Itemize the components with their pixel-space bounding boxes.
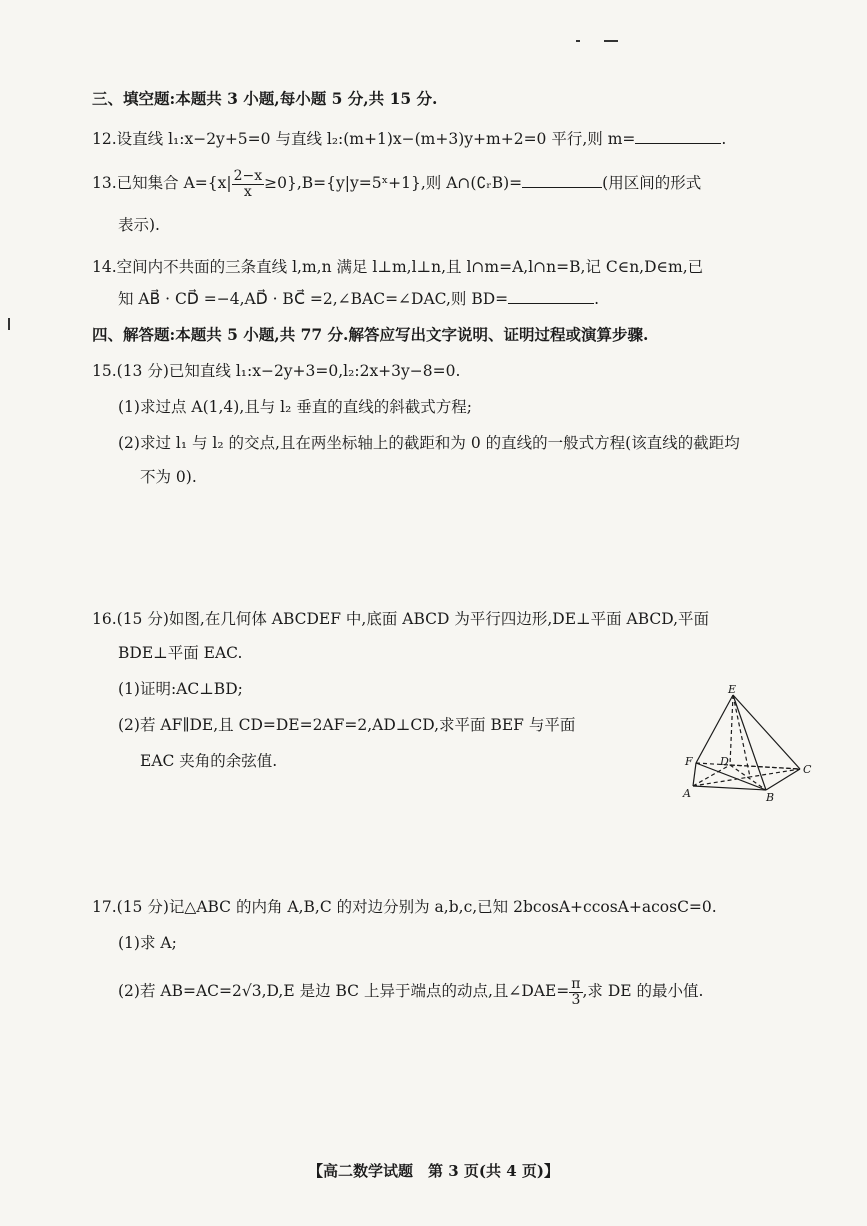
- label-f: F: [685, 755, 693, 768]
- geometry-figure-svg: [678, 685, 828, 805]
- question-17-part2: [118, 976, 827, 1008]
- q17-frac-den: 3: [571, 991, 581, 1008]
- q13-fraction: [232, 169, 265, 200]
- page-footer: 【高二数学试题 第 3 页(共 4 页)】: [308, 1162, 559, 1180]
- q13-line2: 表示).: [118, 216, 160, 234]
- edge-fa: [693, 763, 696, 786]
- scan-mark: [576, 40, 580, 42]
- edge-ac: [693, 769, 800, 786]
- label-e: E: [728, 685, 737, 696]
- q13-frac-den: x: [243, 183, 252, 200]
- question-14-line2: [118, 288, 827, 310]
- question-16-part2-line1: (2)若 AF∥DE,且 CD=DE=2AF=2,AD⊥CD,求平面 BEF 与平面: [118, 716, 576, 734]
- label-c: C: [803, 763, 812, 776]
- label-b: B: [766, 791, 775, 804]
- question-15-part2-line1: (2)求过 l₁ 与 l₂ 的交点,且在两坐标轴上的截距和为 0 的直线的一般式方程(该直线的截距均: [118, 434, 740, 452]
- question-12: [92, 128, 827, 150]
- question-15-part2-line2: 不为 0).: [140, 468, 197, 486]
- q17-frac-num: π: [571, 975, 581, 992]
- q17-part2-prefix: (2)若 AB=AC=2√3,D,E 是边 BC 上异于端点的动点,且∠DAE=: [118, 982, 570, 1000]
- edge-ef: [696, 695, 733, 763]
- q12-answer-blank: [635, 129, 721, 144]
- q17-fraction: [569, 977, 582, 1008]
- question-15-part1: (1)求过点 A(1,4),且与 l₂ 垂直的直线的斜截式方程;: [118, 398, 472, 416]
- question-13: [92, 168, 827, 200]
- question-16-stem-line2: BDE⊥平面 EAC.: [118, 644, 243, 662]
- edge-ed: [730, 695, 733, 765]
- q14-suffix: .: [594, 290, 600, 308]
- q13-answer-blank: [522, 173, 602, 188]
- label-d: D: [720, 755, 729, 768]
- section-3-header: 三、填空题:本题共 3 小题,每小题 5 分,共 15 分.: [92, 89, 438, 108]
- q13-prefix: 13.已知集合 A={x|: [92, 174, 232, 192]
- q14-answer-blank: [508, 289, 594, 304]
- edge-fc: [696, 763, 800, 769]
- edge-eb: [733, 695, 766, 790]
- scan-mark: [8, 318, 10, 330]
- geometry-figure: [678, 685, 828, 809]
- question-16-part2-line2: EAC 夹角的余弦值.: [140, 752, 278, 770]
- question-16-part1: (1)证明:AC⊥BD;: [118, 680, 243, 698]
- edge-ab: [693, 786, 766, 790]
- q14-line2-text: 知 AB⃗ · CD⃗ =−4,AD⃗ · BC⃗ =2,∠BAC=∠DAC,则 BD=: [118, 290, 509, 308]
- q13-frac-num: 2−x: [233, 167, 263, 184]
- q12-text: 12.设直线 l₁:x−2y+5=0 与直线 l₂:(m+1)x−(m+3)y+m+2=0 平行,则 m=: [92, 130, 636, 148]
- section-4-header: 四、解答题:本题共 5 小题,共 77 分.解答应写出文字说明、证明过程或演算步骤.: [92, 325, 649, 344]
- question-15-stem: 15.(13 分)已知直线 l₁:x−2y+3=0,l₂:2x+3y−8=0.: [92, 362, 461, 380]
- question-17-part1: (1)求 A;: [118, 934, 177, 952]
- q17-part2-suffix: ,求 DE 的最小值.: [582, 982, 704, 1000]
- q13-suffix: (用区间的形式: [602, 174, 702, 192]
- edge-db: [730, 765, 766, 790]
- question-14-line1: 14.空间内不共面的三条直线 l,m,n 满足 l⊥m,l⊥n,且 l∩m=A,l∩n=B,记 C∈n,D∈m,已: [92, 258, 704, 276]
- label-a: A: [683, 787, 691, 800]
- question-17-stem: 17.(15 分)记△ABC 的内角 A,B,C 的对边分别为 a,b,c,已知 2bcosA+ccosA+acosC=0.: [92, 898, 717, 916]
- edge-ad: [693, 765, 730, 786]
- edge-ec: [733, 695, 800, 769]
- q13-middle: ≥0},B={y|y=5ˣ+1},则 A∩(∁ᵣB)=: [264, 174, 523, 192]
- question-16-stem-line1: 16.(15 分)如图,在几何体 ABCDEF 中,底面 ABCD 为平行四边形,DE⊥平面 ABCD,平面: [92, 610, 710, 628]
- scan-mark: [604, 40, 618, 42]
- q12-suffix: .: [721, 130, 727, 148]
